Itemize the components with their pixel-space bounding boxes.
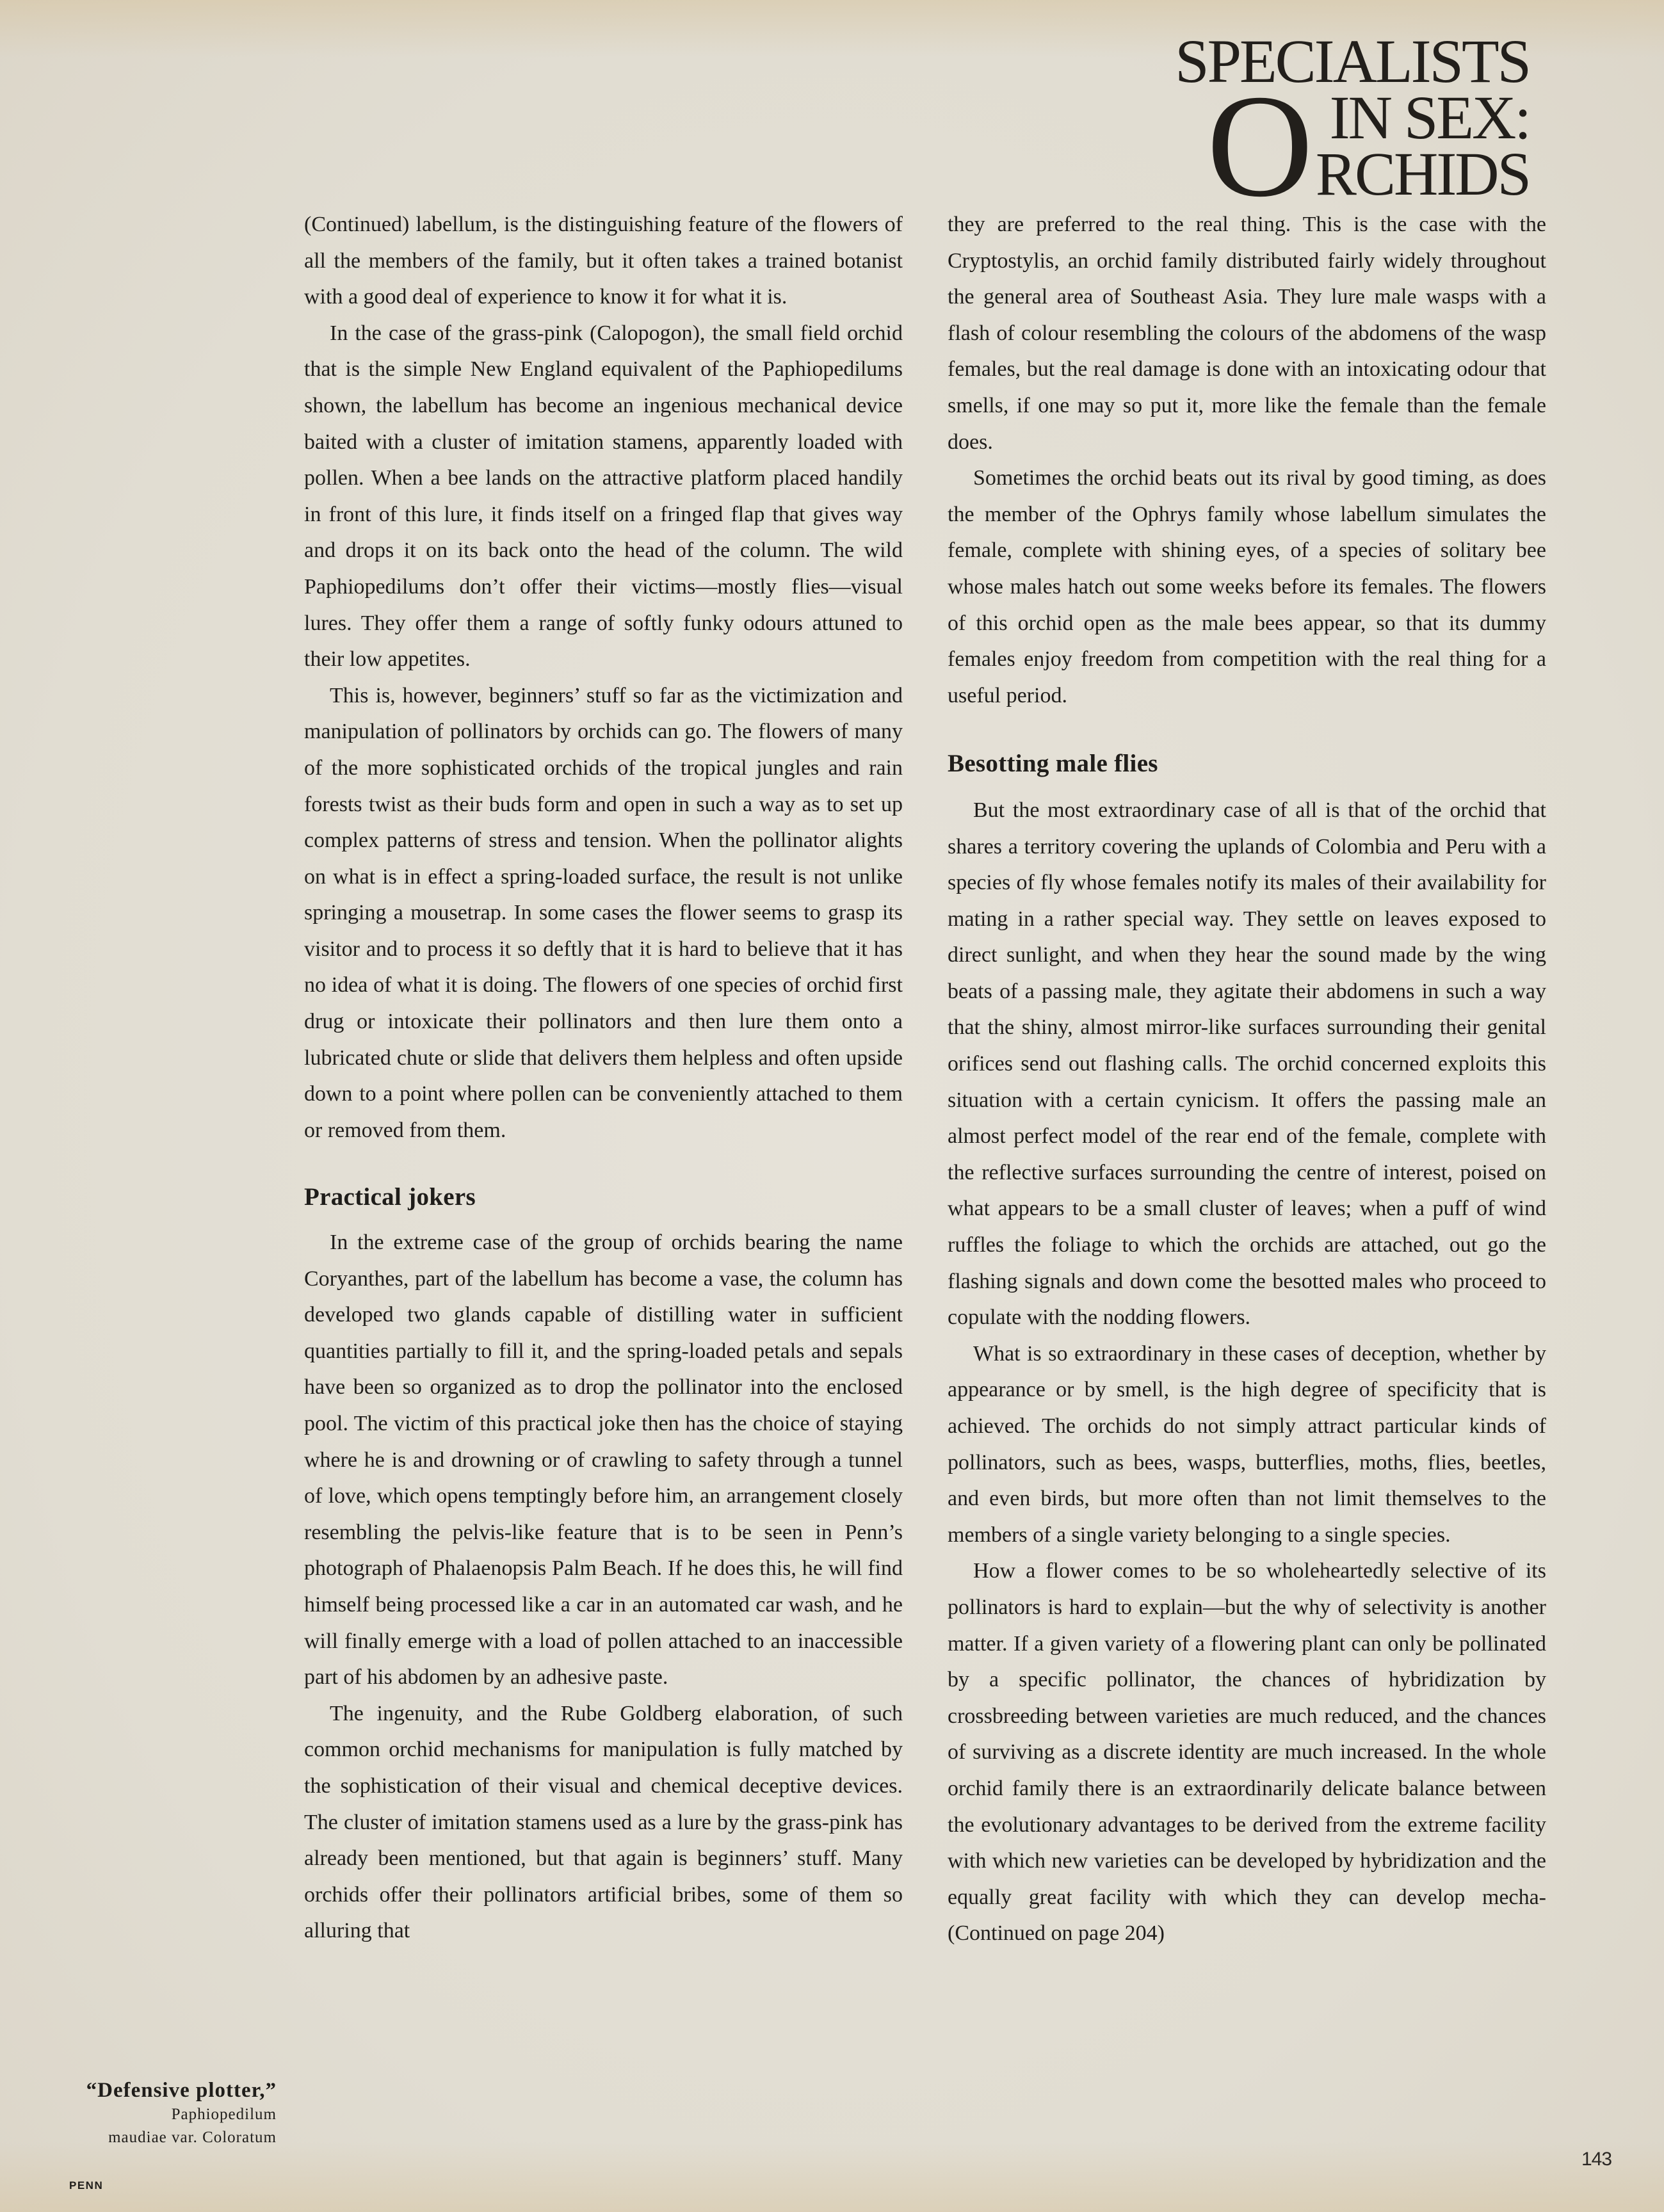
left-paragraph-3: This is, however, beginners’ stuff so far as the victimization and manipulation of pollinators by orchids can go. The flowers of many of the more sophisticated orchids of the tropical jungles and rain forests twist as their buds form and open in such a way as to set up complex patterns of stress and tension. When the pollinator alights on what is in effect a spring-loaded surface, the result is not unlike springing a mousetrap. In some cases the flower seems to grasp its visitor and to process it so deftly that it is hard to believe that it has no idea of what it is doing. The flowers of one species of orchid first drug or intoxicate their pollinators and then lure them onto a lubricated chute or slide that delivers them helpless and often upside down to a point where pollen can be conveniently attached to them or removed from them. [304,683,903,1142]
title-stack [1315,83,1530,208]
right-paragraph-5 [948,1553,1546,1952]
right-paragraph-5-text: How a flower comes to be so wholeheartedly selective of its pollinators is hard to explain—but the why of selectivity is another matter. If a given variety of a flowering plant can only be pollinated by a specific pollinator, the chances of hybridization by crossbreeding between varieties are much reduced, and the chances of surviving as a discrete identity are much increased. In the whole orchid family there is an extraordinarily delicate balance between the evolutionary advantages to be derived from the extreme facility with which new varieties can be developed by hybridization and the equally great facility with which they can develop mecha- [948,1559,1546,1909]
title-lower-block [1171,64,1530,227]
title-drop-letter: O [1206,64,1313,227]
caption-title: “Defensive plotter,” [86,2079,277,2102]
left-paragraph-4: In the extreme case of the group of orchids bearing the name Coryanthes, part of the labellum has become a vase, the column has developed two glands capable of distilling water in sufficient quantities partially to fill it, and the spring-loaded petals and sepals have been so organized as to drop the pollinator into the enclosed pool. The victim of this practical joke then has the choice of staying where he is and drowning or of crawling to safety through a tunnel of love, which opens temptingly before him, an arrangement closely resembling the pelvis-like feature that is to be seen in Penn’s photograph of Phalaenopsis Palm Beach. If he does this, he will find himself being processed like a car in an automated car wash, and he will finally emerge with a load of pollen attached to an inaccessible part of his abdomen by an adhesive paste. [304,1231,903,1690]
continued-link[interactable]: (Continued on page 204) [948,1921,1165,1946]
title-line-rchids: RCHIDS [1315,140,1530,208]
photo-caption [26,2078,277,2149]
title-line-specialists: SPECIALISTS [1175,27,1530,95]
right-paragraph-1: they are preferred to the real thing. This is the case with the Cryptostylis, an orchid family distributed fairly widely throughout the general area of Southeast Asia. They lure male wasps with a flash of colour resembling the colours of the abdomens of the wasp females, but the real damage is done with an intoxicating odour that smells, if one may so put it, more like the female than the female does. [948,213,1546,454]
section-heading-besotting-male-flies: Besotting male flies [948,750,1158,778]
caption-species: Paphiopedilum [171,2106,277,2123]
caption-variety: maudiae var. Coloratum [108,2129,277,2146]
article-title [1171,27,1530,227]
page-number: 143 [1581,2149,1612,2170]
title-line-in-sex: IN SEX: [1329,83,1530,152]
right-paragraph-3: But the most extraordinary case of all is that of the orchid that shares a territory covering the uplands of Colombia and Peru with a species of fly whose females notify its males of their availability for mating in a rather special way. They settle on leaves exposed to direct sunlight, and when they hear the sound made by the wing beats of a passing male, they agitate their abdomens in such a way that the shiny, almost mirror-like surfaces surrounding their genital orifices send out flashing calls. The orchid concerned exploits this situation with a certain cynicism. It offers the passing male an almost perfect model of the rear end of the female, complete with the reflective surfaces surrounding the centre of interest, poised on what appears to be a small cluster of leaves; when a puff of wind ruffles the foliage to which the orchids are attached, out go the flashing signals and down come the besotted males who proceed to copulate with the nodding flowers. [948,798,1546,1330]
left-paragraph-1: (Continued) labellum, is the distinguishing feature of the flowers of all the members of the family, but it often takes a trained botanist with a good deal of experience to know it for what it is. [304,213,903,309]
section-heading-practical-jokers: Practical jokers [304,1183,476,1211]
left-paragraph-2: In the case of the grass-pink (Calopogon), the small field orchid that is the simple New England equivalent of the Paphiopedilums shown, the labellum has become an ingenious mechanical device baited with a cluster of imitation stamens, apparently loaded with pollen. When a bee lands on the attractive platform placed handily in front of this lure, it finds itself on a fringed flap that gives way and drops it on its back onto the head of the column. The wild Paphiopedilums don’t offer their victims—mostly flies—visual lures. They offer them a range of softly funky odours attuned to their low appetites. [304,321,903,672]
right-paragraph-2: Sometimes the orchid beats out its rival by good timing, as does the member of the Ophrys family whose labellum simulates the female, complete with shining eyes, of a species of solitary bee whose males hatch out some weeks before its females. The flowers of this orchid open as the male bees appear, so that its dummy females enjoy freedom from competition with the real thing for a useful period. [948,466,1546,707]
left-column [304,207,903,1950]
right-column [948,207,1546,1952]
photo-credit: PENN [69,2179,104,2192]
left-paragraph-5: The ingenuity, and the Rube Goldberg elaboration, of such common orchid mechanisms for manipulation is fully matched by the sophistication of their visual and chemical deceptive devices. The cluster of imitation stamens used as a lure by the grass-pink has already been mentioned, but that again is beginners’ stuff. Many orchids offer their pollinators artificial bribes, some of them so alluring that [304,1701,903,1943]
right-paragraph-4: What is so extraordinary in these cases of deception, whether by appearance or by smell, is the high degree of specificity that is achieved. The orchids do not simply attract particular kinds of pollinators, such as bees, wasps, butterflies, moths, flies, beetles, and even birds, but more often than not limit themselves to the members of a single variety belonging to a single species. [948,1341,1546,1547]
